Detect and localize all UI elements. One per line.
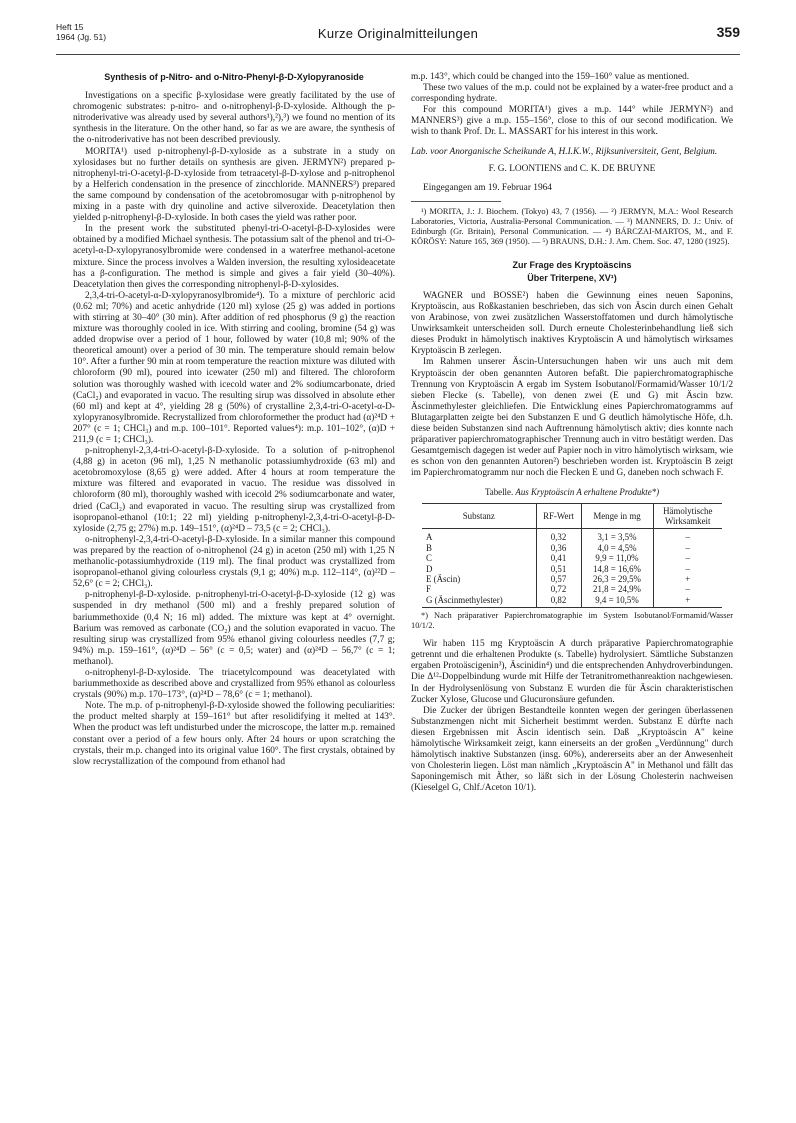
- table-row: [422, 584, 722, 594]
- paragraph: WAGNER und BOSSE²) haben die Gewinnung eines neuen Saponins, Kryptoäscin, aus Roßkastanien beschrieben, das sich von Äscin durch einen Gehalt von Arabinose, von zwei zusätzlichen Wasserstoffatomen und durch hämolytische Unwirksamkeit unterscheiden soll. Durch erneute Cholesterinbehandlung ließ sich dieses Produkt in hämolytisch inaktives Kryptoäscin A und hämolytisch wirksames Kryptoäscin B zerlegen.: [411, 290, 733, 357]
- cell-substance: G (Äscinmethylester): [422, 595, 536, 608]
- results-table: [422, 503, 722, 609]
- table-row: [422, 574, 722, 584]
- cell-substance: B: [426, 542, 432, 553]
- column-header: RF-Wert: [536, 503, 581, 529]
- paragraph: Im Rahmen unserer Äscin-Untersuchungen haben wir uns auch mit dem Kryptoäscin der oben genannten Autoren befaßt. Die papierchromatographische Trennung von Kryptoäscin A ergab im System Isobutanol/Formamid/Wasser 10/1/2 sieben Flecke (s. Tabelle), von denen zwei (E und G) mit Äscin bzw. Äscinmethylester gleichliefen. Die Entwicklung eines Papierchromatogramms auf Blutagarplatten zeigte bei den Substanzen E und G deutlich hämolytische Höfe, d.h. diese beiden Substanzen sind nach Auftrennung hämolytisch aktiv; dies konnte nach präparativer papierchromatographischer Trennung auch in vitro bestätigt werden. Das Gesamtgemisch dagegen ist weder auf Papier noch in vitro hämolytisch wirksam, wie es schon von den genannten Autoren²) beschrieben worden ist. Kryptoäscin B zeigt im Papierchromatogramm nur noch die Flecken E und G, daneben noch schwach F.: [411, 357, 733, 479]
- cell-rf: 0,32: [536, 529, 581, 543]
- paragraph: o-nitrophenyl-β-D-xyloside. The triacetylcompound was deacetylated with bariummethoxide as described above and crystallized from 95% ethanol as colourless crystals (90%) m.p. 170–173°, (α)²⁴D – 78,6° (c = 1; methanol).: [73, 667, 395, 701]
- right-column: [411, 72, 733, 795]
- running-header: [56, 18, 740, 55]
- received-date: Eingegangen am 19. Februar 1964: [423, 182, 552, 193]
- paragraph: m.p. 143°, which could be changed into the 159–160° value as mentioned.: [411, 72, 690, 82]
- table-row: [422, 595, 722, 608]
- cell-substance: E (Äscin): [426, 573, 461, 584]
- section-title: Kurze Originalmitteilungen: [317, 26, 479, 41]
- cell-hemolytic: –: [653, 553, 722, 563]
- article-title-synthesis: Synthesis of p-Nitro- and o-Nitro-Phenyl-β-D-Xylopyranoside: [104, 72, 364, 82]
- cell-rf: 0,51: [536, 564, 581, 574]
- issue-year: 1964 (Jg. 51): [56, 32, 107, 42]
- column-header: Substanz: [422, 503, 536, 529]
- cell-rf: 0,41: [536, 553, 581, 563]
- cell-rf: 0,72: [536, 584, 581, 594]
- cell-substance: A: [426, 532, 433, 543]
- cell-hemolytic: –: [653, 584, 722, 594]
- paragraph: For this compound MORITA¹) gives a m.p. 144° while JERMYN²) and MANNERS³) give a m.p. 155–156°, close to this of our second modification. We wish to thank Prof. Dr. L. MASSART for his interest in this work.: [411, 105, 733, 138]
- article-subtitle: Über Triterpene, XV¹): [527, 272, 617, 283]
- spacer: [411, 247, 733, 259]
- table-row: [422, 529, 722, 543]
- table-caption-label: Tabelle.: [484, 487, 516, 498]
- cell-amount: 4,0 = 4,5%: [581, 543, 653, 553]
- column-header: Menge in mg: [581, 503, 653, 529]
- cell-hemolytic: +: [653, 595, 722, 608]
- table-caption-title: Aus Kryptoäscin A erhaltene Produkte*): [515, 487, 660, 498]
- table-caption: [411, 487, 733, 498]
- paragraph: In the present work the substituted phenyl-tri-O-acetyl-β-D-xylosides were obtained by a modified Michael synthesis. The potassium salt of the phenol and tri-O-acetyl-α-D-xylopyranosylbromide were condensed in a waterfree methanol-acetone mixture. Since the process involves a Walden inversion, the resulting xylosideacetate has a β-configuration. The method is simple and gives a fair yield (30–40%). Deacetylation then gives the corresponding nitrophenyl-β-D-xylosides.: [73, 224, 395, 290]
- cell-amount: 9,9 = 11,0%: [581, 553, 653, 563]
- cell-amount: 14,8 = 16,6%: [581, 564, 653, 574]
- cell-rf: 0,82: [536, 595, 581, 608]
- affiliation: Lab. voor Anorganische Scheikunde A, H.I.K.W., Rijksuniversiteit, Gent, Belgium.: [411, 146, 718, 157]
- table-footnote: *) Nach präparativer Papierchromatographie im System Isobutanol/Formamid/Wasser 10/1/2.: [411, 611, 733, 631]
- cell-substance: D: [426, 563, 433, 574]
- cell-rf: 0,57: [536, 574, 581, 584]
- cell-rf: 0,36: [536, 543, 581, 553]
- cell-hemolytic: –: [653, 529, 722, 543]
- references: ¹) MORITA, J.: J. Biochem. (Tokyo) 43, 7 (1956). — ²) JERMYN, M.A.: Wool Research Laboratories, Victoria, Australia-Personal Communication. — ³) MANNERS, D. J.: Univ. of Edinburgh (Gr. Britain), Personal Communication. — ⁴) BÁRCZAI-MARTOS, M., and F. KÖRÖSY: Nature 165, 369 (1950). — ⁵) BRAUNS, D.H.: J. Am. Chem. Soc. 47, 1280 (1925).: [411, 206, 733, 246]
- paragraph: 2,3,4-tri-O-acetyl-α-D-xylopyranosylbromide⁴). To a mixture of perchloric acid (0.62 ml; 70%) and acetic anhydride (120 ml) xylose (25 g) was added in portions with stirring at 30–40° (30 min). After addition of red phosphorus (9 g) the reaction mixture was thoroughly cooled in ice. With stirring and cooling, bromine (54 g) was added dropwise over a period of 1 hour, followed by water (10,8 ml; 90% of the theoretical amount) over a period of 30 min. The temperature should remain below 10°. After a further 90 min at room temperature the reaction mixture was diluted with chloroform (90 ml), poured into icewater (250 ml) and filtered. The chloroform solution was thoroughly washed with icecold water and 2% sodiumcarbonate, dried (CaCl₂) and evaporated in vacuo. The resulting sirup was dissolved in absolute ether (60 ml) and kept at 4°, yielding 28 g (50%) of crystalline 2,3,4-tri-O-acetyl-α-D-xylopyranosylbromide. Recrystallized from chloroformether the product had (α)²⁴D + 207° (c = 1; CHCl₃) and m.p. 100–101°. Reported values⁴): m.p. 101–102°, (α)D + 211,9 (c = 1; CHCl₃).: [73, 290, 395, 445]
- paragraph: Investigations on a specific β-xylosidase were greatly facilitated by the use of chromogenic substrates: p-nitro- and o-nitrophenyl-β-D-xyloside. Although the p-nitroderivative was already used by several authors¹),²),³) we found no mention of its synthesis in the literature. On the other hand, so far as we are aware, the synthesis of the o-nitroderivative has not been described previously.: [73, 91, 395, 146]
- cell-substance: C: [426, 553, 432, 564]
- cell-amount: 3,1 = 3,5%: [581, 529, 653, 543]
- authors: F. G. LOONTIENS and C. K. DE BRUYNE: [488, 163, 656, 174]
- spacer: [411, 631, 733, 639]
- left-column: [73, 72, 395, 768]
- paragraph: Die Zucker der übrigen Bestandteile konnten wegen der geringen überlassenen Substanzmengen nicht mit Sicherheit bestimmt werden. Substanz E dürfte nach diesen Ergebnissen mit Äscin identisch sein. Daß „Kryptoäscin A" keine hämolytische Wirksamkeit zeigt, kann einerseits an der großen „Verdünnung" durch hämolytisch inaktive Substanzen (insg. 60%), andererseits aber an der Anwesenheit von Cholesterin liegen. Löst man nämlich „Kryptoäscin A" in Methanol und fällt das Saponingemisch mit Äther, so läßt sich in der Lösung Cholesterin nachweisen (Kieselgel G, Chlf./Aceton 10/1).: [411, 705, 733, 794]
- article-title-kryptoaescin: Zur Frage des Kryptoäscins: [512, 259, 632, 270]
- paragraph: MORITA¹) used p-nitrophenyl-β-D-xyloside as a substrate in a study on xylosidases but no further details on synthesis are given. JERMYN²) prepared p-nitrophenyl-tri-O-acetyl-β-D-xyloside from tetraacetyl-β-D-xylose and p-nitrophenol by a Helferich condensation in the presence of zincchloride. MANNERS³) prepared the same compound by condensation of the acetobromosugar with p-nitrophenol by mixing in a paste with dry quinoline and active silveroxide. Deacetylation then yielded p-nitrophenyl-β-D-xyloside. In both cases the yield was rather poor.: [73, 146, 395, 224]
- cell-amount: 21,8 = 24,9%: [581, 584, 653, 594]
- paragraph: Note. The m.p. of p-nitrophenyl-β-D-xyloside showed the following peculiarities: the product melted sharply at 159–161° but after resolidifying it melted at 143°. When the product was left undisturbed under the microscope, the latter m.p. remained constant over a period of a few hours only. After 24 hours or upon scratching the crystals, their m.p. changed into its original value 160°. The first crystals, obtained by slow recrystallization of the compound from ethanol had: [73, 701, 395, 767]
- paragraph: p-nitrophenyl-2,3,4-tri-O-acetyl-β-D-xyloside. To a solution of p-nitrophenol (4,88 g) in aceton (96 ml), 1,25 N methanolic potassiumhydroxide (63 ml) and acetobromoxylose (8,65 g) were added. After 4 hours at room temperature the mixture was filtered and evaporated in vacuo. The residue was dissolved in chloroform (80 ml), thoroughly washed with icecold 2% sodiumcarbonate and water, dried (CaCl₂) and evaporated in vacuo. The resulting sirup was crystallized from isopropanol-ethanol (10:1; 22 ml) yielding p-nitrophenyl-2,3,4-tri-O-acetyl-β-D-xyloside (2,75 g; 27%) m.p. 149–151°, (α)²⁴D – 73,5 (c = 2; CHCl₃).: [73, 446, 395, 534]
- paragraph: Wir haben 115 mg Kryptoäscin A durch präparative Papierchromatographie getrennt und die erhaltenen Produkte (s. Tabelle) hydrolysiert. Sämtliche Substanzen ergaben Protoäscigenin³), Äscinidin⁴) und die entsprechenden Anhydroverbindungen. Die Δ¹²-Doppelbindung wurde mit Hilfe der Tetranitromethanreaktion nachgewiesen. In der Hydrolysenlösung von Substanz E wurden die für Äscin charakteristischen Zucker Xylose, Glucose und Glucuronsäure gefunden.: [411, 639, 733, 705]
- paragraph: o-nitrophenyl-2,3,4-tri-O-acetyl-β-D-xyloside. In a similar manner this compound was prepared by the reaction of o-nitrophenol (24 g) in aceton (250 ml) with 1,25 N methanolic-potassiumhydroxide (119 ml). The final product was crystallized from isopropanol-ethanol giving colourless crystals (9,1 g; 40%) m.p. 112–114°, (α)²²D – 52,6° (c = 2; CHCl₃).: [73, 534, 395, 590]
- paragraph: p-nitrophenyl-β-D-xyloside. p-nitrophenyl-tri-O-acetyl-β-D-xyloside (12 g) was suspended in dry methanol (500 ml) and a freshly prepared solution of bariummethoxide (0,4 N; 16 ml) added. The mixture was kept at 4° overnight. Barium was removed as carbonate (CO₂) and the solution evaporated in vacuo. The resulting sirup was crystallized from 95% ethanol giving colourless needles (7,7 g; 94%) m.p. 159–161°, (α)²⁴D – 56° (c = 0,5; water) and (α)²⁴D – 56,7° (c = 1; methanol).: [73, 590, 395, 667]
- column-header: Hämolytische Wirksamkeit: [653, 503, 722, 529]
- paragraph: These two values of the m.p. could not be explained by a water-free product and a corresponding hydrate.: [411, 83, 733, 105]
- table-row: [422, 564, 722, 574]
- cell-hemolytic: –: [653, 564, 722, 574]
- table-row: [422, 553, 722, 563]
- cell-substance: F: [426, 584, 431, 595]
- page-number: 359: [716, 24, 740, 40]
- cell-amount: 9,4 = 10,5%: [581, 595, 653, 608]
- issue-number: Heft 15: [56, 22, 84, 32]
- cell-hemolytic: –: [653, 543, 722, 553]
- cell-hemolytic: +: [653, 574, 722, 584]
- table-row: [422, 543, 722, 553]
- cell-amount: 26,3 = 29,5%: [581, 574, 653, 584]
- table-header-row: [422, 503, 722, 529]
- footnote-divider: [411, 201, 501, 202]
